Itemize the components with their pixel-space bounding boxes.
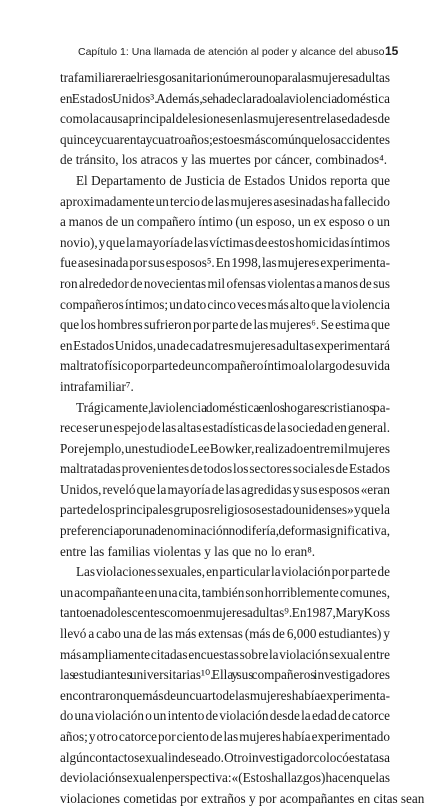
text-line: violaciones cometidas por extraños y por acompañantes en citas sean xyxy=(60,790,425,806)
body-text xyxy=(60,68,425,809)
text-line: años; y otro catorce por ciento de las mujeres había experimentado xyxy=(60,729,390,744)
text-line: Trágicamente, la violencia doméstica en los hogares cristianos pa- xyxy=(76,399,390,415)
text-line: trafamiliar era el riesgo sanitario número uno para las mujeres adultas xyxy=(60,70,390,85)
text-line: compañeros íntimos; un dato cinco veces más alto que la violencia xyxy=(60,296,390,312)
text-line: ron alrededor de novecientas mil ofensas violentas a manos de sus xyxy=(60,275,390,291)
text-line: más ampliamente citadas encuestas sobre la violación sexual entre xyxy=(60,646,390,662)
text-line: un acompañante en una cita, también son horriblemente comunes, xyxy=(60,584,390,600)
text-line: como la causa principal de lesiones en las mujeres entre las edades de xyxy=(60,111,390,127)
text-line: intrafamiliar⁷. xyxy=(60,378,134,394)
text-line: maltratadas provenientes de todos los sectores sociales de Estados xyxy=(60,461,390,477)
text-line: Las violaciones sexuales, en particular la violación por parte de xyxy=(76,564,390,580)
text-line: fue asesinada por sus esposos⁵. En 1998, las mujeres experimenta- xyxy=(60,255,390,271)
text-line: las estudiantes universitarias¹⁰. Ella y sus compañeros investigadores xyxy=(60,667,390,683)
text-line: Por ejemplo, un estudio de Lee Bowker, realizado entre mil mujeres xyxy=(60,440,390,456)
text-line: encontraron que más de un cuarto de las mujeres había experimenta- xyxy=(60,687,390,703)
text-line: rece ser un espejo de las altas estadísticas de la sociedad en general. xyxy=(60,420,390,436)
text-line: de violación sexual en perspectiva: «(Estos hallazgos) hacen que las xyxy=(60,770,390,786)
text-line: entre las familias violentas y las que no lo eran⁸. xyxy=(60,543,316,559)
text-line: El Departamento de Justicia de Estados Unidos reporta que xyxy=(76,172,390,188)
text-line: algún contacto sexual indeseado. Otro investigador colocó esta tasa xyxy=(60,749,390,765)
text-line: quince y cuarenta y cuatro años; esto es más común que los accidentes xyxy=(60,131,390,147)
text-line: novio), y que la mayoría de las víctimas de estos homicidas íntimos xyxy=(60,234,390,250)
text-line: parte de los principales grupos religiosos estadounidenses» y que la xyxy=(60,502,390,518)
text-line: en Estados Unidos³. Además, se ha declarado a la violencia doméstica xyxy=(60,90,390,106)
text-line: aproximadamente un tercio de las mujeres asesinadas ha fallecido xyxy=(60,193,390,209)
text-line: tanto en adolescentes como en mujeres adultas⁹. En 1987, Mary Koss xyxy=(60,605,390,621)
running-head: Capítulo 1: Una llamada de atención al poder y alcance del abuso xyxy=(78,46,385,58)
text-line: de tránsito, los atracos y las muertes por cáncer, combinados⁴. xyxy=(60,152,388,168)
text-line: llevó a cabo una de las más extensas (más de 6,000 estudiantes) y xyxy=(60,626,390,642)
page-number: 15 xyxy=(385,44,399,58)
text-line: en Estados Unidos, una de cada tres mujeres adultas experimentará xyxy=(60,337,390,353)
text-line: preferencia por una denominación no difería, de forma significativa, xyxy=(60,523,390,539)
text-line: maltrato físico por parte de un compañero íntimo a lo largo de su vida xyxy=(60,358,390,374)
text-line: Unidos, reveló que la mayoría de las agredidas y sus esposos «eran xyxy=(60,481,390,497)
text-line: que los hombres sufrieron por parte de las mujeres⁶. Se estima que xyxy=(60,317,390,333)
text-line: a manos de un compañero íntimo (un esposo, un ex esposo o un xyxy=(60,214,390,230)
text-line: do una violación o un intento de violación desde la edad de catorce xyxy=(60,708,390,724)
